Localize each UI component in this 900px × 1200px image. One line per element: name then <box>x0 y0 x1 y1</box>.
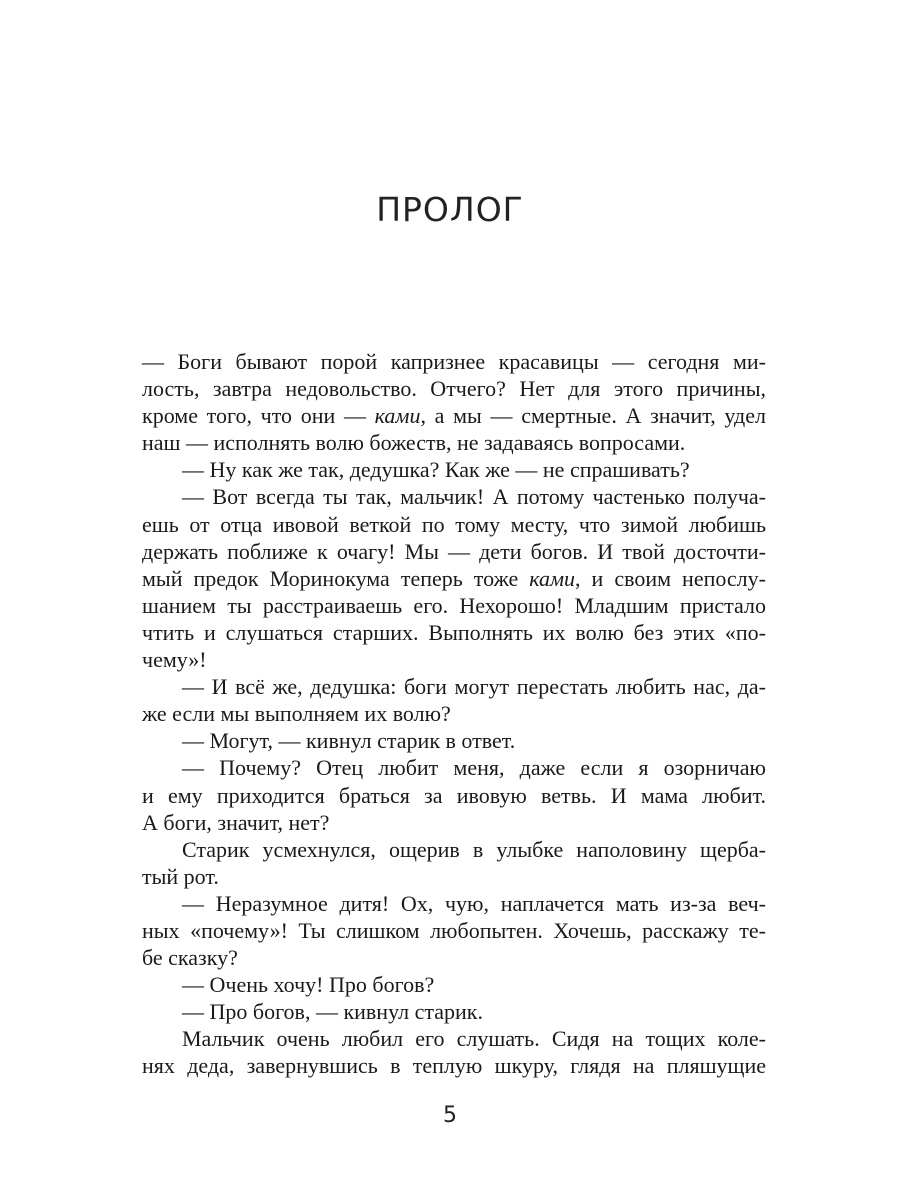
text-line <box>142 917 766 944</box>
text-line <box>142 971 766 998</box>
text-segment: — Неразумное дитя! Ох, чую, наплачется мать из-за веч- <box>182 890 766 916</box>
text-line <box>142 809 766 836</box>
text-segment: — Могут, — кивнул старик в ответ. <box>182 728 516 754</box>
text-segment: ешь от отца ивовой веткой по тому месту, что зимой любишь <box>142 511 766 537</box>
text-line <box>142 782 766 809</box>
text-line <box>142 511 766 538</box>
text-segment: , а мы — смертные. А значит, удел <box>420 403 766 429</box>
text-line <box>142 592 766 619</box>
text-segment: наш — исполнять волю божеств, не задаваясь вопросами. <box>142 430 686 456</box>
text-segment: , и своим непослу- <box>575 565 766 591</box>
text-segment: — Очень хочу! Про богов? <box>182 972 435 998</box>
italic-term: ками <box>374 403 421 429</box>
text-line <box>142 348 766 375</box>
text-line <box>142 1052 766 1079</box>
text-segment: Мальчик очень любил его слушать. Сидя на тощих коле- <box>182 1026 766 1052</box>
text-segment: нях деда, завернувшись в теплую шкуру, глядя на пляшущие <box>142 1053 766 1079</box>
text-segment: — Почему? Отец любит меня, даже если я озорничаю <box>182 755 766 781</box>
text-segment: — Вот всегда ты так, мальчик! А потому частенько получа- <box>182 484 766 510</box>
text-line <box>142 754 766 781</box>
text-segment: — И всё же, дедушка: боги могут перестать любить нас, да- <box>182 674 766 700</box>
text-segment: — Ну как же так, дедушка? Как же — не спрашивать? <box>182 457 690 483</box>
text-segment: А боги, значит, нет? <box>142 809 330 835</box>
text-line <box>142 1025 766 1052</box>
text-line <box>142 429 766 456</box>
text-line <box>142 700 766 727</box>
text-line <box>142 863 766 890</box>
body-text <box>142 348 766 1080</box>
text-line <box>142 483 766 510</box>
text-segment: и ему приходится браться за ивовую ветвь. И мама любит. <box>142 782 766 808</box>
text-line <box>142 944 766 971</box>
text-line <box>142 402 766 429</box>
text-segment: кроме того, что они — <box>142 403 375 429</box>
text-segment: тый рот. <box>142 863 219 889</box>
text-line <box>142 646 766 673</box>
text-line <box>142 565 766 592</box>
text-segment: держать поближе к очагу! Мы — дети богов. И твой досточти- <box>142 538 766 564</box>
text-line <box>142 836 766 863</box>
text-line <box>142 375 766 402</box>
text-segment: лость, завтра недовольство. Отчего? Нет для этого причины, <box>142 376 766 402</box>
text-line <box>142 673 766 700</box>
text-segment: шанием ты расстраиваешь его. Нехорошо! Младшим пристало <box>142 592 766 618</box>
text-line <box>142 619 766 646</box>
text-segment: бе сказку? <box>142 945 238 971</box>
chapter-title: ПРОЛОГ <box>376 190 524 230</box>
page-number: 5 <box>443 1103 457 1128</box>
text-line <box>142 998 766 1025</box>
text-segment: — Боги бывают порой капризнее красавицы — сегодня ми- <box>142 349 766 374</box>
text-line <box>142 538 766 565</box>
text-segment: же если мы выполняем их волю? <box>142 701 451 727</box>
text-segment: ных «почему»! Ты слишком любопытен. Хочешь, расскажу те- <box>142 917 766 943</box>
text-line <box>142 890 766 917</box>
text-segment: чтить и слушаться старших. Выполнять их волю без этих «по- <box>142 619 766 645</box>
text-segment: мый предок Моринокума теперь тоже <box>142 565 530 591</box>
text-line <box>142 727 766 754</box>
text-segment: Старик усмехнулся, ощерив в улыбке наполовину щерба- <box>182 836 766 862</box>
text-segment: — Про богов, — кивнул старик. <box>182 999 483 1025</box>
text-segment: чему»! <box>142 647 207 673</box>
italic-term: ками <box>529 565 576 591</box>
text-line <box>142 456 766 483</box>
